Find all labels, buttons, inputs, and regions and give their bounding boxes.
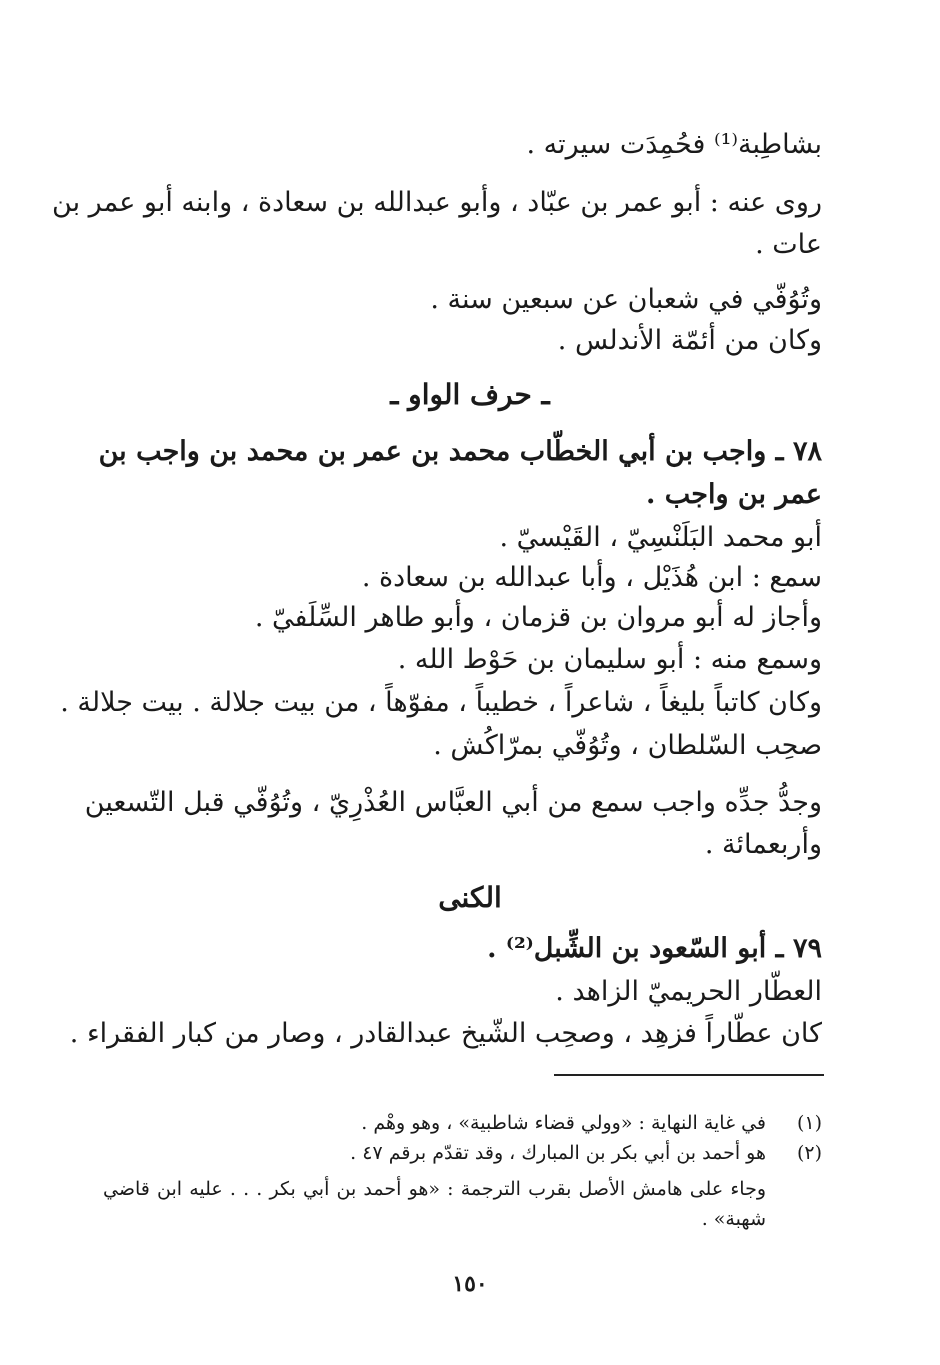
section-heading: ـ حرف الواو ـ <box>390 378 550 411</box>
text-line: صحِب السّلطان ، وتُوُفّي بمرّاكُش . <box>433 730 822 761</box>
page-number: ١٥٠ <box>452 1271 488 1297</box>
entry-title: ٧٩ ـ أبو السّعود بن الشِّبل⁽²⁾ . <box>487 933 822 964</box>
text-line: سمع : ابن هُذَيْل ، وأبا عبدالله بن سعادة . <box>361 562 822 593</box>
text-line: وأربعمائة . <box>704 829 822 860</box>
footnote-text: هو أحمد بن أبي بكر بن المبارك ، وقد تقدّم برقم ٤٧ . <box>350 1142 766 1164</box>
text-line: وكان كاتباً بليغاً ، شاعراً ، خطيباً ، مفوّهاً ، من بيت جلالة . بيت جلالة . <box>60 687 822 718</box>
text-line: وتُوُفّي في شعبان عن سبعين سنة . <box>430 284 822 315</box>
footnote-number: (١) <box>796 1112 822 1134</box>
text-line: وجدُّ جدِّه واجب سمع من أبي العبَّاس العُذْرِيّ ، وتُوُفّي قبل التّسعين <box>84 787 822 818</box>
footnote-text: وجاء على هامش الأصل بقرب الترجمة : «هو أحمد بن أبي بكر . . . عليه ابن قاضي <box>103 1178 766 1200</box>
text-line: أبو محمد البَلَنْسِيّ ، القَيْسيّ . <box>499 522 822 553</box>
text-line: وأجاز له أبو مروان بن قزمان ، وأبو طاهر السِّلَفيّ . <box>254 602 822 633</box>
text-line: وكان من أئمّة الأندلس . <box>557 325 822 356</box>
text-line: وسمع منه : أبو سليمان بن حَوْط الله . <box>397 644 822 675</box>
footnote-separator <box>554 1074 824 1076</box>
text-line: عات . <box>755 229 822 260</box>
footnote-text: في غاية النهاية : «وولي قضاء شاطبية» ، وهو وهْم . <box>361 1112 766 1134</box>
section-heading: الكنى <box>438 881 502 914</box>
text-line: العطّار الحريميّ الزاهد . <box>555 976 822 1007</box>
entry-title: ٧٨ ـ واجب بن أبي الخطّاب محمد بن عمر بن محمد بن واجب بن <box>98 436 822 467</box>
text-line: كان عطّاراً فزهِد ، وصحِب الشّيخ عبدالقادر ، وصار من كبار الفقراء . <box>69 1018 822 1049</box>
text-line: بشاطِبة⁽¹⁾ فحُمِدَت سيرته . <box>526 129 822 160</box>
text-line: روى عنه : أبو عمر بن عبّاد ، وأبو عبدالله بن سعادة ، وابنه أبو عمر بن <box>52 187 822 218</box>
footnote-text: شهبة» . <box>701 1208 766 1230</box>
entry-title: عمر بن واجب . <box>645 479 822 510</box>
footnote-number: (٢) <box>796 1142 822 1164</box>
